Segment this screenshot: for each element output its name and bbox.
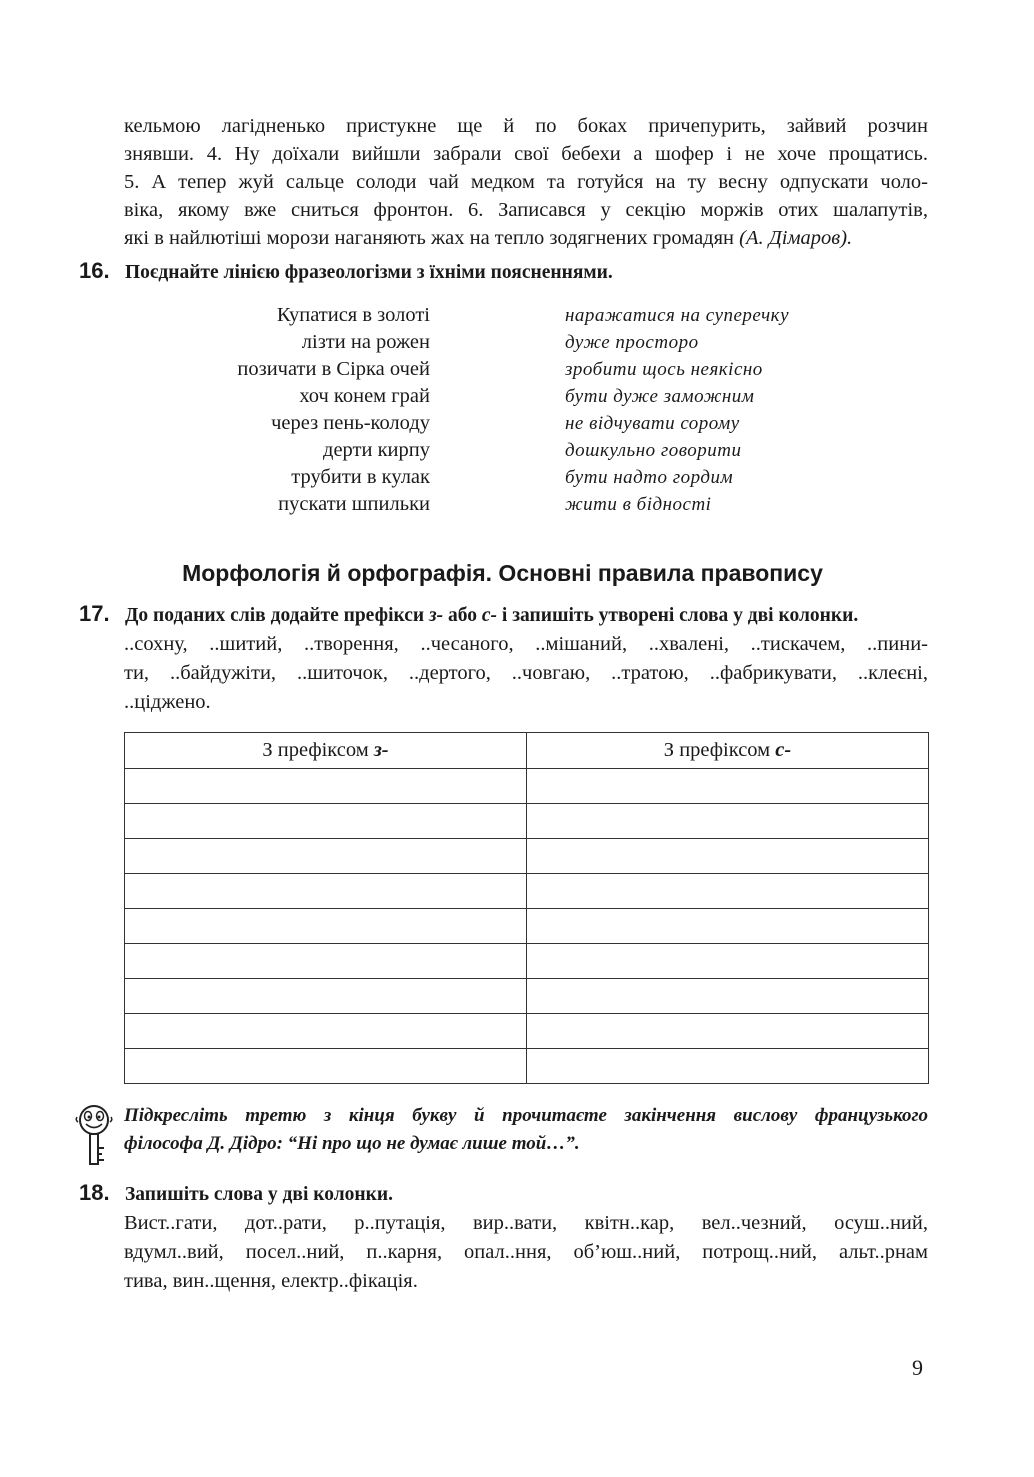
section-title: Морфологія й орфографія. Основні правила правопису: [182, 560, 823, 586]
tip-line: Підкресліть третю з кінця букву й прочитаєте закінчення вислову французького: [124, 1105, 928, 1126]
table-cell[interactable]: [125, 1014, 527, 1049]
column-header-z: [125, 733, 527, 769]
meaning-item: бути дуже заможним: [565, 386, 755, 407]
task-17-heading: [79, 601, 858, 627]
word-line: вдумл..вий, посел..ний, п..карня, опал..ння, об’юш..ний, потрощ..ний, альт..рнам: [124, 1241, 928, 1263]
phrase-item: дерти кирпу: [323, 439, 430, 461]
tip-line: філософа Д. Дідро: “Ні про що не думає лише той…”.: [124, 1133, 580, 1154]
table-header-row: [125, 733, 929, 769]
table-cell[interactable]: [527, 1014, 929, 1049]
word-line: ..сохну, ..шитий, ..творення, ..чесаного, ..мішаний, ..хвалені, ..тискачем, ..пини-: [124, 633, 928, 655]
column-prefix: з-: [373, 739, 389, 761]
table-row: [125, 979, 929, 1014]
table-row: [125, 804, 929, 839]
column-header-s: [527, 733, 929, 769]
meaning-item: дуже просторо: [565, 332, 699, 353]
table-cell[interactable]: [527, 804, 929, 839]
table-row: [125, 769, 929, 804]
task-number: 16.: [79, 258, 110, 283]
intro-line: 5. А тепер жуй сальце солоди чай медком та готуйся на ту весну одпускати чоло-: [124, 171, 928, 193]
intro-line: знявши. 4. Ну доїхали вийшли забрали свої бебехи а шофер і не хоче прощатись.: [124, 143, 928, 165]
intro-source: (А. Дімаров).: [739, 227, 853, 249]
table-cell[interactable]: [527, 909, 929, 944]
table-cell[interactable]: [125, 979, 527, 1014]
table-cell[interactable]: [527, 1049, 929, 1084]
phraseology-list: [150, 302, 430, 518]
table-row: [125, 1014, 929, 1049]
intro-line: [124, 224, 928, 252]
table-cell[interactable]: [125, 944, 527, 979]
table-cell[interactable]: [527, 769, 929, 804]
task-instruction: Поєднайте лінією фразеологізми з їхніми поясненнями.: [125, 262, 613, 283]
intro-line: кельмою лагідненько пристукне ще й по боках причепурить, зайвий розчин: [124, 115, 928, 137]
column-label: З префіксом: [262, 739, 374, 761]
table-row: [125, 1049, 929, 1084]
meaning-list: [565, 302, 925, 518]
table-cell[interactable]: [125, 769, 527, 804]
task-instruction: Запишіть слова у дві колонки.: [125, 1184, 393, 1205]
phrase-item: через пень-колоду: [271, 412, 430, 434]
meaning-item: наражатися на суперечку: [565, 305, 789, 326]
word-line: Вист..гати, дот..рати, р..путація, вир..вати, квітн..кар, вел..чезний, осуш..ний,: [124, 1212, 928, 1234]
table-cell[interactable]: [527, 839, 929, 874]
intro-line-text: які в найлютіші морози наганяють жах на тепло зодягнених громадян: [124, 227, 734, 249]
instruction-text: До поданих слів додайте префікси: [125, 605, 430, 626]
phrase-item: Купатися в золоті: [276, 304, 430, 326]
intro-paragraph: [124, 112, 928, 252]
phrase-item: позичати в Сірка очей: [237, 358, 430, 380]
column-prefix: с-: [775, 739, 792, 761]
meaning-item: бути надто гордим: [565, 467, 734, 488]
page-number: 9: [912, 1355, 923, 1380]
table-cell[interactable]: [125, 1049, 527, 1084]
table-cell[interactable]: [527, 979, 929, 1014]
meaning-item: не відчувати сорому: [565, 413, 740, 434]
task-16-heading: [79, 258, 613, 284]
phrase-item: лізти на рожен: [301, 331, 430, 353]
task-18-heading: [79, 1180, 393, 1206]
task-number: 18.: [79, 1180, 110, 1205]
column-label: З префіксом: [663, 739, 776, 761]
task-number: 17.: [79, 601, 110, 626]
task-instruction: [125, 605, 858, 627]
intro-line: віка, якому вже сниться фронтон. 6. Записався у секцію моржів отих шалапутів,: [124, 199, 928, 221]
phrase-item: хоч конем грай: [299, 385, 430, 407]
prefix-z: з-: [429, 605, 444, 626]
prefix-s: с-: [481, 605, 498, 626]
table-cell[interactable]: [125, 874, 527, 909]
instruction-text: і запишіть утворені слова у дві колонки.: [497, 605, 859, 626]
meaning-item: дошкульно говорити: [565, 440, 742, 461]
table-cell[interactable]: [125, 909, 527, 944]
meaning-item: зробити щось неякісно: [565, 359, 763, 380]
prefix-table: [124, 732, 929, 1084]
meaning-item: жити в бідності: [565, 494, 712, 515]
phrase-item: трубити в кулак: [291, 466, 430, 488]
phrase-item: пускати шпильки: [278, 493, 430, 515]
task-17-words: [124, 630, 928, 717]
table-row: [125, 909, 929, 944]
table-cell[interactable]: [125, 839, 527, 874]
key-face-icon: [74, 1104, 114, 1168]
table-row: [125, 839, 929, 874]
word-line: тива, вин..щення, електр..фікація.: [124, 1270, 418, 1292]
word-line: ..ціджено.: [124, 691, 211, 713]
table-cell[interactable]: [527, 874, 929, 909]
tip-note: [124, 1102, 928, 1158]
table-row: [125, 944, 929, 979]
instruction-text: або: [443, 605, 482, 626]
table-row: [125, 874, 929, 909]
table-cell[interactable]: [527, 944, 929, 979]
table-cell[interactable]: [125, 804, 527, 839]
word-line: ти, ..байдужіти, ..шиточок, ..дертого, ..човгаю, ..тратою, ..фабрикувати, ..клеєні,: [124, 662, 928, 684]
task-18-words: [124, 1209, 928, 1296]
